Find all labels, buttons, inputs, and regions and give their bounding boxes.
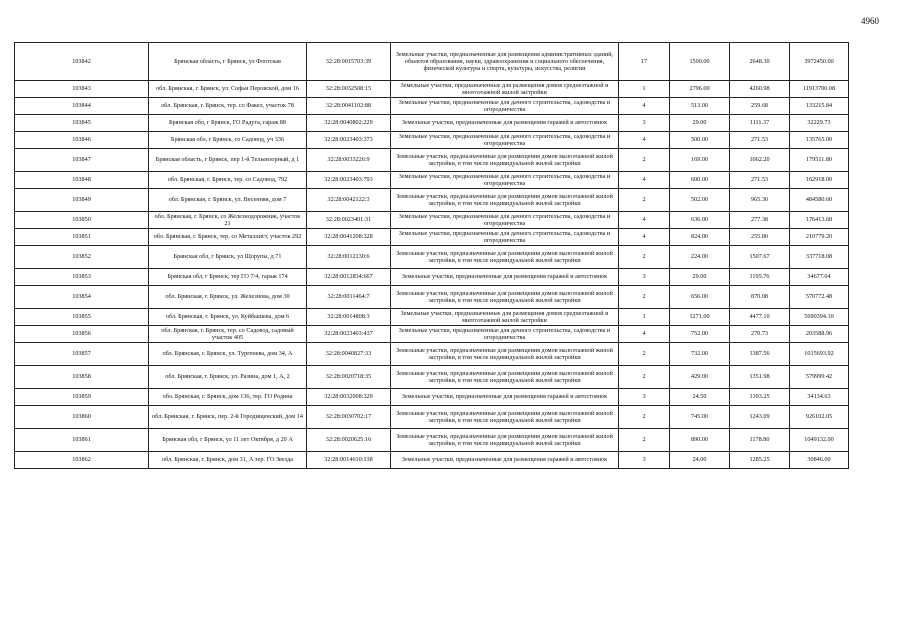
unit-value-cell: 2648.30 — [730, 43, 790, 81]
cadastral-number-cell: 32:28:0023403:373 — [307, 132, 391, 149]
cadastral-number-cell: 32:28:0014808:3 — [307, 309, 391, 326]
unit-value-cell: 1111.37 — [730, 115, 790, 132]
address-cell: обл. Брянская, г. Брянск, ул. Железнова, дом 30 — [149, 286, 307, 309]
row-id-cell: 103847 — [15, 149, 149, 172]
row-id-cell: 103845 — [15, 115, 149, 132]
land-purpose-cell: Земельные участки, предназначенные для размещения домов малоэтажной жилой застройки, в том числе индивидуальной жилой застройки — [391, 286, 619, 309]
group-cell: 3 — [619, 115, 670, 132]
cadastral-number-cell: 32:28:0033226:9 — [307, 149, 391, 172]
cadastral-value-cell: 133215.84 — [790, 98, 849, 115]
land-purpose-cell: Земельные участки, предназначенные для дачного строительства, садоводства и огородничества — [391, 98, 619, 115]
land-purpose-cell: Земельные участки, предназначенные для размещения гаражей и автостоянок — [391, 452, 619, 469]
group-cell: 4 — [619, 172, 670, 189]
row-id-cell: 103855 — [15, 309, 149, 326]
group-cell: 2 — [619, 343, 670, 366]
table-row — [15, 115, 849, 132]
group-cell: 2 — [619, 149, 670, 172]
unit-value-cell: 870.08 — [730, 286, 790, 309]
unit-value-cell: 1243.09 — [730, 406, 790, 429]
table-row — [15, 172, 849, 189]
group-cell: 4 — [619, 212, 670, 229]
cadastral-value-cell: 570772.48 — [790, 286, 849, 309]
cadastral-number-cell: 32:28:0012130:6 — [307, 246, 391, 269]
row-id-cell: 103857 — [15, 343, 149, 366]
page-number: 4960 — [861, 16, 879, 26]
cadastral-value-cell: 30846.00 — [790, 452, 849, 469]
row-id-cell: 103850 — [15, 212, 149, 229]
row-id-cell: 103852 — [15, 246, 149, 269]
table-row — [15, 429, 849, 452]
address-cell: Брянская обл, г Брянск, ГО Радуга, гараж 88 — [149, 115, 307, 132]
cadastral-value-cell: 34677.04 — [790, 269, 849, 286]
cadastral-number-cell: 32:28:0020718:35 — [307, 366, 391, 389]
cadastral-number-cell: 32:28:0040802:229 — [307, 115, 391, 132]
cadastral-number-cell: 32:28:0012834:667 — [307, 269, 391, 286]
cadastral-value-cell: 1049132.00 — [790, 429, 849, 452]
land-purpose-cell: Земельные участки, предназначенные для размещения домов малоэтажной жилой застройки, в том числе индивидуальной жилой застройки — [391, 406, 619, 429]
area-cell: 24.00 — [670, 452, 730, 469]
land-purpose-cell: Земельные участки, предназначенные для размещения гаражей и автостоянок — [391, 389, 619, 406]
address-cell: обл. Брянская, г. Брянск, тер. со Садовод, 792 — [149, 172, 307, 189]
row-id-cell: 103844 — [15, 98, 149, 115]
cadastral-number-cell: 32:28:0041208:328 — [307, 229, 391, 246]
unit-value-cell: 1285.25 — [730, 452, 790, 469]
group-cell: 3 — [619, 389, 670, 406]
address-cell: Брянская обл, г Брянск, со Садовод, уч 336 — [149, 132, 307, 149]
address-cell: обл. Брянская, г. Брянск, ул. Софьи Перовской, дом 16 — [149, 81, 307, 98]
land-purpose-cell: Земельные участки, предназначенные для размещения домов малоэтажной жилой застройки, в том числе индивидуальной жилой застройки — [391, 429, 619, 452]
row-id-cell: 103846 — [15, 132, 149, 149]
unit-value-cell: 259.68 — [730, 98, 790, 115]
table-row — [15, 212, 849, 229]
row-id-cell: 103860 — [15, 406, 149, 429]
area-cell: 600.00 — [670, 172, 730, 189]
unit-value-cell: 271.53 — [730, 172, 790, 189]
cadastral-value-cell: 32229.73 — [790, 115, 849, 132]
unit-value-cell: 277.38 — [730, 212, 790, 229]
row-id-cell: 103862 — [15, 452, 149, 469]
table-row — [15, 389, 849, 406]
group-cell: 4 — [619, 98, 670, 115]
area-cell: 429.00 — [670, 366, 730, 389]
unit-value-cell: 1195.76 — [730, 269, 790, 286]
land-purpose-cell: Земельные участки, предназначенные для дачного строительства, садоводства и огородничества — [391, 326, 619, 343]
address-cell: обл. Брянская, г. Брянск, ул. Весенняя, дом 7 — [149, 189, 307, 212]
unit-value-cell: 1351.98 — [730, 366, 790, 389]
cadastral-number-cell: 32:28:0032508:15 — [307, 81, 391, 98]
table-row — [15, 149, 849, 172]
land-purpose-cell: Земельные участки, предназначенные для дачного строительства, садоводства и огородничества — [391, 172, 619, 189]
cadastral-number-cell: 32:28:0011464:7 — [307, 286, 391, 309]
unit-value-cell: 1507.67 — [730, 246, 790, 269]
row-id-cell: 103858 — [15, 366, 149, 389]
table-row — [15, 406, 849, 429]
group-cell: 2 — [619, 189, 670, 212]
cadastral-value-cell: 926102.05 — [790, 406, 849, 429]
cadastral-value-cell: 579999.42 — [790, 366, 849, 389]
area-cell: 890.00 — [670, 429, 730, 452]
group-cell: 4 — [619, 132, 670, 149]
cadastral-value-cell: 5690394.10 — [790, 309, 849, 326]
row-id-cell: 103849 — [15, 189, 149, 212]
cadastral-value-cell: 484580.60 — [790, 189, 849, 212]
table-row — [15, 189, 849, 212]
area-cell: 29.00 — [670, 115, 730, 132]
land-purpose-cell: Земельные участки, предназначенные для размещения домов малоэтажной жилой застройки, в том числе индивидуальной жилой застройки — [391, 366, 619, 389]
area-cell: 513.00 — [670, 98, 730, 115]
group-cell: 3 — [619, 452, 670, 469]
group-cell: 1 — [619, 309, 670, 326]
table-row — [15, 269, 849, 286]
cadastral-value-cell: 1015693.92 — [790, 343, 849, 366]
row-id-cell: 103854 — [15, 286, 149, 309]
group-cell: 2 — [619, 286, 670, 309]
land-purpose-cell: Земельные участки, предназначенные для размещения домов малоэтажной жилой застройки, в том числе индивидуальной жилой застройки — [391, 246, 619, 269]
row-id-cell: 103842 — [15, 43, 149, 81]
row-id-cell: 103853 — [15, 269, 149, 286]
row-id-cell: 103861 — [15, 429, 149, 452]
table-row — [15, 132, 849, 149]
table-body — [15, 43, 849, 469]
cadastral-value-cell: 135765.00 — [790, 132, 849, 149]
cadastral-number-cell: 32:28:0023401:31 — [307, 212, 391, 229]
address-cell: обл. Брянская, г. Брянск, ул. Тургенева, дом 34, А — [149, 343, 307, 366]
area-cell: 745.00 — [670, 406, 730, 429]
land-purpose-cell: Земельные участки, предназначенные для размещения гаражей и автостоянок — [391, 269, 619, 286]
unit-value-cell: 1062.20 — [730, 149, 790, 172]
table-row — [15, 452, 849, 469]
cadastral-value-cell: 176413.68 — [790, 212, 849, 229]
address-cell: обл. Брянская, г. Брянск, ул. Разина, дом 1, А, 2 — [149, 366, 307, 389]
table-row — [15, 43, 849, 81]
area-cell: 24.50 — [670, 389, 730, 406]
address-cell: обл. Брянская, г. Брянск, дом 136, тер. ГО Родина — [149, 389, 307, 406]
land-purpose-cell: Земельные участки, предназначенные для размещения административных зданий, объектов образования, науки, здравоохранения и социального обеспечения, физической культуры и спорта, культуры, искусства, религии — [391, 43, 619, 81]
table-row — [15, 366, 849, 389]
cadastral-number-cell: 32:28:0032008:329 — [307, 389, 391, 406]
cadastral-value-table — [14, 42, 849, 469]
land-purpose-cell: Земельные участки, предназначенные для дачного строительства, садоводства и огородничества — [391, 229, 619, 246]
address-cell: Брянская обл, г Брянск, ул 11 лет Октября, д 20 А — [149, 429, 307, 452]
table-row — [15, 229, 849, 246]
address-cell: Брянская область, г Брянск, ул Флотская — [149, 43, 307, 81]
address-cell: обл. Брянская, г. Брянск, пер. 2-й Городищенский, дом 14 — [149, 406, 307, 429]
area-cell: 224.00 — [670, 246, 730, 269]
area-cell: 636.00 — [670, 212, 730, 229]
table-row — [15, 326, 849, 343]
row-id-cell: 103843 — [15, 81, 149, 98]
group-cell: 4 — [619, 229, 670, 246]
cadastral-value-cell: 210779.20 — [790, 229, 849, 246]
unit-value-cell: 255.80 — [730, 229, 790, 246]
unit-value-cell: 1178.80 — [730, 429, 790, 452]
table-row — [15, 343, 849, 366]
cadastral-value-cell: 162918.00 — [790, 172, 849, 189]
area-cell: 1500.00 — [670, 43, 730, 81]
area-cell: 502.00 — [670, 189, 730, 212]
group-cell: 4 — [619, 326, 670, 343]
table-row — [15, 286, 849, 309]
cadastral-number-cell: 32:28:0030702:17 — [307, 406, 391, 429]
group-cell: 2 — [619, 429, 670, 452]
address-cell: обл. Брянская, г. Брянск, со Железнодорожник, участок 21 — [149, 212, 307, 229]
area-cell: 656.00 — [670, 286, 730, 309]
address-cell: обл. Брянская, г. Брянск, тер. со Металлист, участок 292 — [149, 229, 307, 246]
table-row — [15, 81, 849, 98]
land-purpose-cell: Земельные участки, предназначенные для дачного строительства, садоводства и огородничества — [391, 132, 619, 149]
cadastral-number-cell: 32:28:0040827:33 — [307, 343, 391, 366]
group-cell: 1 — [619, 81, 670, 98]
group-cell: 2 — [619, 406, 670, 429]
table-row — [15, 246, 849, 269]
table-row — [15, 309, 849, 326]
cadastral-value-cell: 179511.80 — [790, 149, 849, 172]
table-row — [15, 98, 849, 115]
land-purpose-cell: Земельные участки, предназначенные для размещения домов малоэтажной жилой застройки, в том числе индивидуальной жилой застройки — [391, 189, 619, 212]
cadastral-number-cell: 32:28:0015703:39 — [307, 43, 391, 81]
unit-value-cell: 270.73 — [730, 326, 790, 343]
address-cell: обл. Брянская, г. Брянск, дом 31, А тер. ГО Звезда — [149, 452, 307, 469]
group-cell: 2 — [619, 246, 670, 269]
area-cell: 2796.00 — [670, 81, 730, 98]
unit-value-cell: 4260.98 — [730, 81, 790, 98]
row-id-cell: 103848 — [15, 172, 149, 189]
land-purpose-cell: Земельные участки, предназначенные для размещения домов малоэтажной жилой застройки, в том числе индивидуальной жилой застройки — [391, 343, 619, 366]
unit-value-cell: 965.30 — [730, 189, 790, 212]
land-purpose-cell: Земельные участки, предназначенные для дачного строительства, садоводства и огородничества — [391, 212, 619, 229]
row-id-cell: 103851 — [15, 229, 149, 246]
address-cell: Брянская обл, г Брянск, тер ГО 7/4, гараж 174 — [149, 269, 307, 286]
group-cell: 3 — [619, 269, 670, 286]
group-cell: 17 — [619, 43, 670, 81]
row-id-cell: 103856 — [15, 326, 149, 343]
land-purpose-cell: Земельные участки, предназначенные для размещения домов малоэтажной жилой застройки, в том числе индивидуальной жилой застройки — [391, 149, 619, 172]
cadastral-value-cell: 337718.08 — [790, 246, 849, 269]
unit-value-cell: 1387.56 — [730, 343, 790, 366]
cadastral-number-cell: 32:28:0023403:437 — [307, 326, 391, 343]
area-cell: 824.00 — [670, 229, 730, 246]
unit-value-cell: 4477.10 — [730, 309, 790, 326]
area-cell: 500.00 — [670, 132, 730, 149]
cadastral-value-cell: 3972450.00 — [790, 43, 849, 81]
area-cell: 1271.00 — [670, 309, 730, 326]
area-cell: 732.00 — [670, 343, 730, 366]
address-cell: обл. Брянская, г. Брянск, ул. Куйбышева, дом 6 — [149, 309, 307, 326]
cadastral-value-cell: 34134.63 — [790, 389, 849, 406]
cadastral-number-cell: 32:28:0041102:88 — [307, 98, 391, 115]
cadastral-value-cell: 11913700.08 — [790, 81, 849, 98]
unit-value-cell: 271.53 — [730, 132, 790, 149]
land-purpose-cell: Земельные участки, предназначенные для размещения домов среднеэтажной и многоэтажной жилой застройки — [391, 81, 619, 98]
cadastral-number-cell: 32:28:0042122:3 — [307, 189, 391, 212]
address-cell: обл. Брянская, г. Брянск, тер. со Факел, участок 78 — [149, 98, 307, 115]
address-cell: обл. Брянская, г. Брянск, тер. со Садовод, садовый участок 405 — [149, 326, 307, 343]
group-cell: 2 — [619, 366, 670, 389]
area-cell: 169.00 — [670, 149, 730, 172]
cadastral-value-cell: 203588.96 — [790, 326, 849, 343]
row-id-cell: 103859 — [15, 389, 149, 406]
cadastral-number-cell: 32:28:0020625:16 — [307, 429, 391, 452]
land-purpose-cell: Земельные участки, предназначенные для размещения гаражей и автостоянок — [391, 115, 619, 132]
cadastral-number-cell: 32:28:0014610:138 — [307, 452, 391, 469]
area-cell: 752.00 — [670, 326, 730, 343]
area-cell: 29.00 — [670, 269, 730, 286]
address-cell: Брянская область, г Брянск, пер 1-й Тельевзорный, д 1 — [149, 149, 307, 172]
land-purpose-cell: Земельные участки, предназначенные для размещения домов среднеэтажной и многоэтажной жилой застройки — [391, 309, 619, 326]
cadastral-number-cell: 32:28:0023403:793 — [307, 172, 391, 189]
address-cell: Брянская обл, г Брянск, ул Щорупы, д 71 — [149, 246, 307, 269]
unit-value-cell: 1393.25 — [730, 389, 790, 406]
